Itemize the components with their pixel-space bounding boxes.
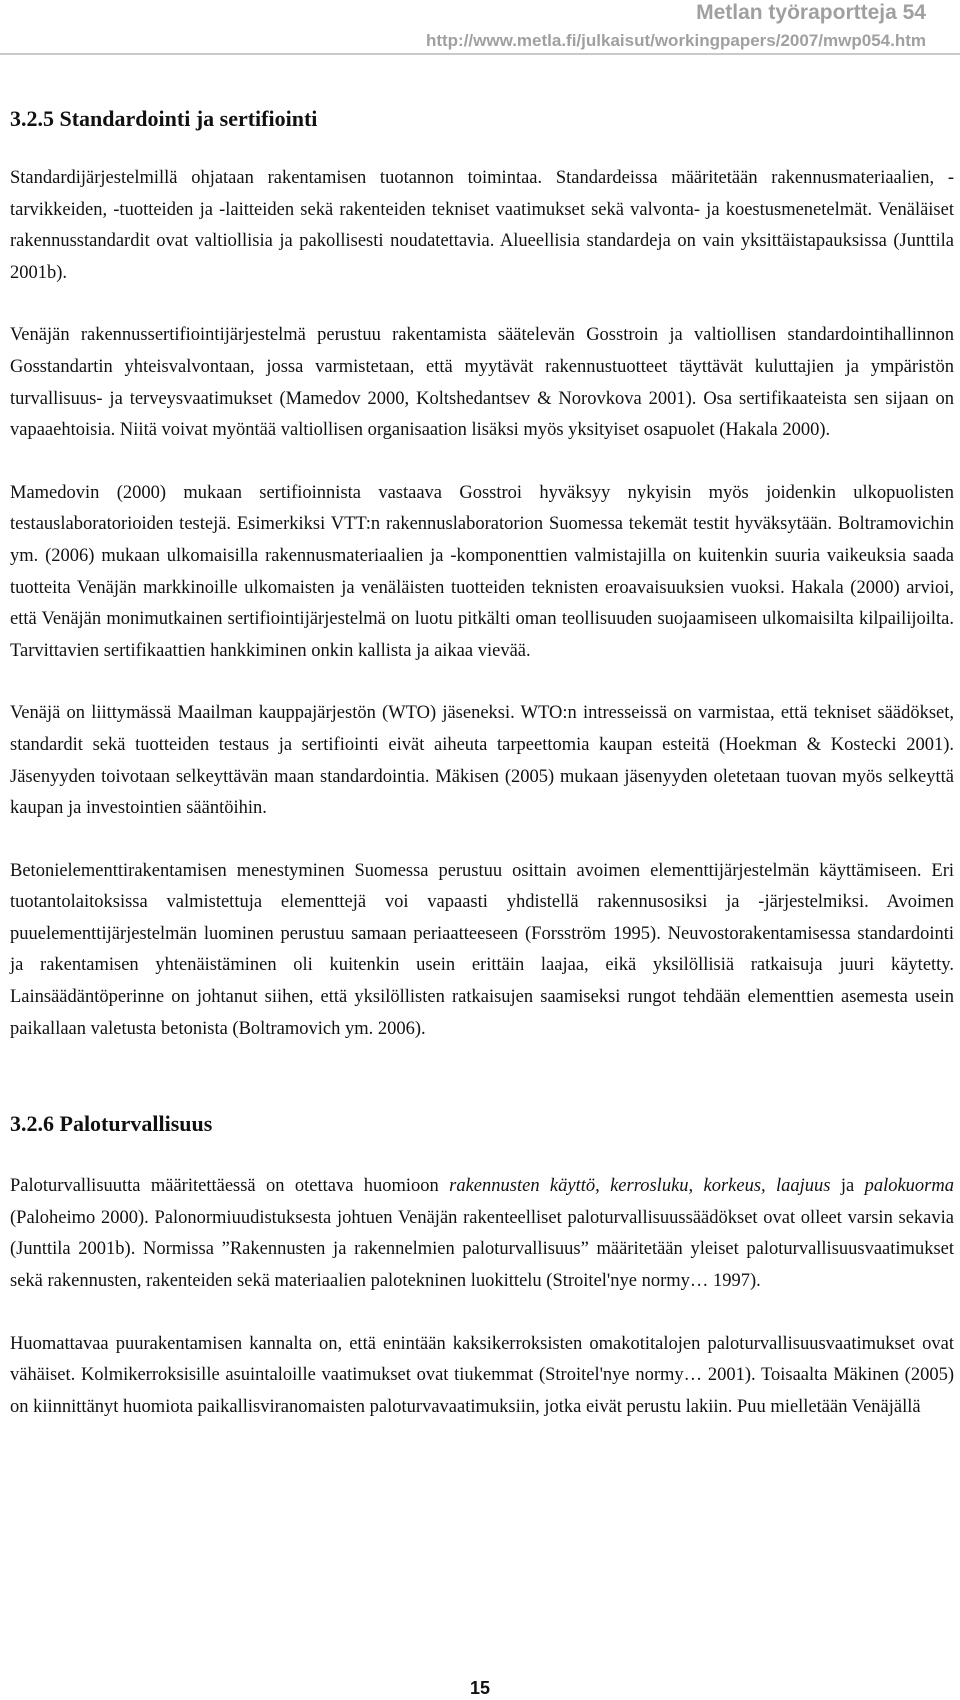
page-header: [426, 0, 926, 53]
paragraph: Venäjä on liittymässä Maailman kauppajärjestön (WTO) jäseneksi. WTO:n intresseissä on varmistaa, että tekniset säädökset, standardit sekä tuotteiden testaus ja sertifiointi eivät aiheuta tarpeettomia kaupan esteitä (Hoekman & Kostecki 2001). Jäsenyyden toivotaan selkeyttävän maan standardointia. Mäkisen (2005) mukaan jäsenyyden oletetaan tuovan myös selkeyttä kaupan ja investointien sääntöihin.: [10, 703, 954, 819]
section-heading-standardointi: 3.2.5 Standardointi ja sertifiointi: [10, 106, 318, 131]
page-number: 15: [469, 1678, 491, 1698]
paragraph: Betonielementtirakentamisen menestyminen Suomessa perustuu osittain avoimen elementtijärjestelmän käyttämiseen. Eri tuotantolaitoksissa valmistettuja elementtejä voi vapaasti yhdistellä rakennusosiksi ja -järjestelmiksi. Avoimen puuelementtijärjestelmän luominen perustuu samaan periaatteeseen (Forsström 1995). Neuvostorakentamisessa standardointi ja rakentamisen yhtenäistäminen oli kuitenkin usein erittäin laajaa, eikä yksilöllisiä ratkaisuja juuri käytetty. Lainsäädäntöperinne on johtanut siihen, että yksilöllisten ratkaisujen saamiseksi rungot tehdään elementtien asemesta usein paikallaan valetusta betonista (Boltramovich ym. 2006).: [10, 860, 954, 1039]
italic-text: palokuorma: [864, 1176, 954, 1197]
paragraph: Huomattavaa puurakentamisen kannalta on, että enintään kaksikerroksisten omakotitalojen paloturvallisuusvaatimukset ovat vähäiset. Kolmikerroksisille asuintaloille vaatimukset ovat tiukemmat (Stroitel'nye normy… 2001). Toisaalta Mäkinen (2005) on kiinnittänyt huomiota paikallisviranomaisten paloturvavaatimuksiin, jotka eivät perustu lakiin. Puu mielletään Venäjällä: [10, 1333, 954, 1417]
section-heading-paloturvallisuus: 3.2.6 Paloturvallisuus: [10, 1111, 213, 1137]
paragraph: Venäjän rakennussertifiointijärjestelmä perustuu rakentamista säätelevän Gosstroin ja valtiollisen standardointihallinnon Gosstandartin yhteisvalvontaan, jossa varmistetaan, että myytävät rakennustuotteet täyttävät kuluttajien ja ympäristön turvallisuus- ja terveysvaatimukset (Mamedov 2000, Koltshedantsev & Norovkova 2001). Osa sertifikaateista sen sijaan on vapaaehtoisia. Niitä voivat myöntää valtiollisen organisaation lisäksi myös yksityiset osapuolet (Hakala 2000).: [10, 325, 954, 441]
document-body: [10, 104, 954, 1423]
italic-text: rakennusten käyttö, kerrosluku, korkeus, laajuus: [449, 1176, 831, 1197]
paragraph-text: Paloturvallisuutta määritettäessä on otettava huomioon: [10, 1176, 450, 1197]
paragraph: Standardijärjestelmillä ohjataan rakentamisen tuotannon toimintaa. Standardeissa määritetään rakennusmateriaalien, -tarvikkeiden, -tuotteiden ja -laitteiden sekä rakenteiden tekniset vaatimukset sekä valvonta- ja koestusmenetelmät. Venäläiset rakennusstandardit ovat valtiollisia ja pakollisesti noudatettavia. Alueellisia standardeja on vain yksittäistapauksissa (Junttila 2001b).: [10, 168, 954, 283]
header-divider: [0, 53, 960, 55]
publication-url[interactable]: http://www.metla.fi/julkaisut/workingpapers/2007/mwp054.htm: [425, 31, 926, 50]
paragraph-text: (Paloheimo 2000). Palonormiuudistuksesta johtuen Venäjän rakenteelliset paloturvallisuussäädökset ovat olleet varsin sekavia (Junttila 2001b). Normissa ”Rakennusten ja rakennelmien paloturvallisuus” määritetään yleiset paloturvallisuusvaatimukset sekä rakennusten, rakenteiden sekä materiaalien palotekninen luokittelu (Stroitel'nye normy… 1997).: [10, 1207, 954, 1292]
series-title: Metlan työraportteja 54: [696, 1, 926, 24]
paragraph: Mamedovin (2000) mukaan sertifioinnista vastaava Gosstroi hyväksyy nykyisin myös joidenkin ulkopuolisten testauslaboratorioiden testejä. Esimerkiksi VTT:n rakennuslaboratorion Suomessa tekemät testit hyväksytään. Boltramovichin ym. (2006) mukaan ulkomaisilla rakennusmateriaalien ja -komponenttien valmistajilla on kuitenkin suuria vaikeuksia saada tuotteita Venäjän markkinoille ulkomaisten ja venäläisten tuotteiden teknisten eroavaisuuksien vuoksi. Hakala (2000) arvioi, että Venäjän monimutkainen sertifiointijärjestelmä on luotu pitkälti oman teollisuuden suojaamiseen ulkomaisilta kilpailijoilta. Tarvittavien sertifikaattien hankkiminen onkin kallista ja aikaa vievää.: [10, 482, 954, 661]
paragraph: [10, 1171, 954, 1297]
paragraph-text: ja: [830, 1176, 865, 1197]
